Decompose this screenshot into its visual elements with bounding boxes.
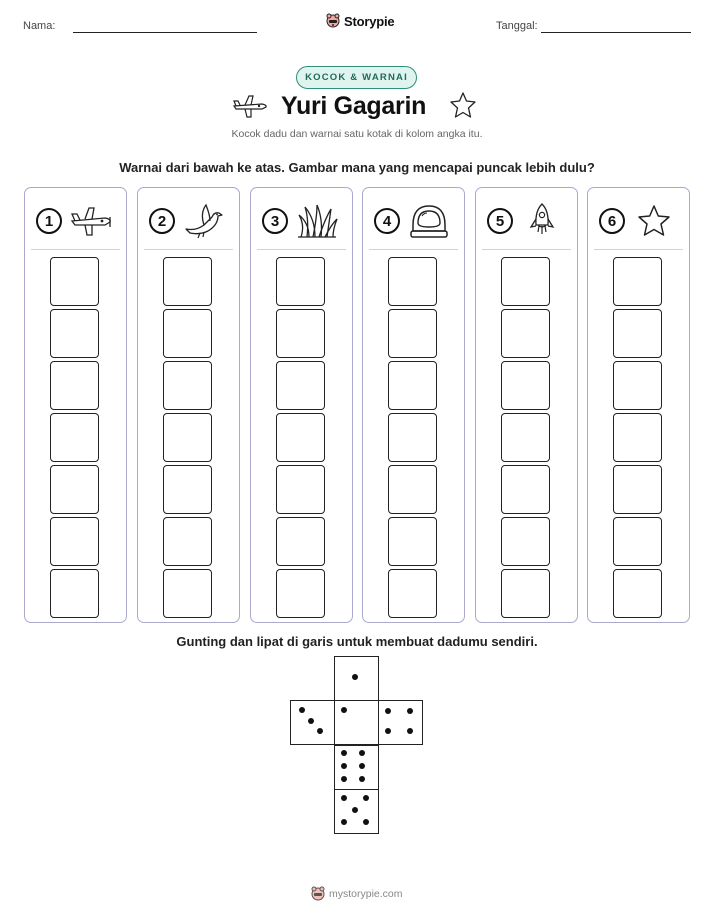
column-header: [487, 203, 569, 239]
column-number: 2: [149, 208, 175, 234]
column-divider: [257, 249, 346, 250]
die-pip: [299, 707, 305, 713]
die-pip: [363, 819, 369, 825]
name-line: [73, 32, 257, 33]
die-pip: [363, 795, 369, 801]
color-box[interactable]: [163, 361, 212, 410]
die-pip: [359, 776, 365, 782]
column-header: [374, 203, 456, 239]
column-number: 1: [36, 208, 62, 234]
color-box[interactable]: [501, 309, 550, 358]
dice-column-2: [137, 187, 240, 623]
color-box[interactable]: [501, 361, 550, 410]
star-icon: [448, 91, 478, 119]
color-box[interactable]: [163, 569, 212, 618]
page-title: Yuri Gagarin: [281, 92, 427, 120]
color-box[interactable]: [163, 309, 212, 358]
color-box[interactable]: [163, 257, 212, 306]
column-number: 4: [374, 208, 400, 234]
color-box[interactable]: [388, 413, 437, 462]
color-box[interactable]: [50, 309, 99, 358]
color-box[interactable]: [276, 569, 325, 618]
color-box[interactable]: [613, 309, 662, 358]
color-box[interactable]: [50, 413, 99, 462]
color-box[interactable]: [163, 413, 212, 462]
color-box[interactable]: [163, 517, 212, 566]
bird-icon: [182, 203, 226, 244]
die-pip: [341, 707, 347, 713]
column-header: [262, 203, 344, 239]
color-box[interactable]: [613, 569, 662, 618]
die-pip: [352, 674, 358, 680]
die-pip: [341, 795, 347, 801]
die-pip: [341, 819, 347, 825]
color-box[interactable]: [50, 361, 99, 410]
color-box[interactable]: [388, 517, 437, 566]
die-pip: [341, 763, 347, 769]
die-face-one: [334, 656, 379, 701]
color-box[interactable]: [50, 257, 99, 306]
color-box[interactable]: [613, 465, 662, 514]
die-pip: [317, 728, 323, 734]
column-divider: [369, 249, 458, 250]
storypie-mascot-icon: [326, 13, 340, 29]
color-box[interactable]: [276, 465, 325, 514]
color-box[interactable]: [388, 569, 437, 618]
brand-name: Storypie: [344, 13, 395, 29]
die-pip: [341, 750, 347, 756]
dice-column-6: [587, 187, 690, 623]
column-number: 3: [262, 208, 288, 234]
die-pip: [385, 728, 391, 734]
color-box[interactable]: [50, 517, 99, 566]
column-divider: [482, 249, 571, 250]
die-pip: [308, 718, 314, 724]
grass-icon: [295, 203, 339, 244]
die-pip: [341, 776, 347, 782]
footer: [311, 886, 403, 902]
column-header: [36, 203, 118, 239]
die-pip: [352, 807, 358, 813]
color-box[interactable]: [50, 569, 99, 618]
subtitle: Kocok dadu dan warnai satu kotak di kolom angka itu.: [231, 128, 483, 140]
color-box[interactable]: [613, 257, 662, 306]
color-box[interactable]: [163, 465, 212, 514]
column-number: 6: [599, 208, 625, 234]
die-pip: [407, 708, 413, 714]
coloring-instruction: Warnai dari bawah ke atas. Gambar mana yang mencapai puncak lebih dulu?: [119, 160, 595, 175]
color-box[interactable]: [501, 465, 550, 514]
color-box[interactable]: [613, 413, 662, 462]
activity-type-badge: KOCOK & WARNAI: [296, 66, 417, 89]
astronaut-helmet-icon: [407, 203, 451, 244]
airplane-icon: [232, 94, 268, 120]
column-divider: [31, 249, 120, 250]
footer-url: mystorypie.com: [329, 888, 403, 900]
cutout-instruction: Gunting dan lipat di garis untuk membuat dadumu sendiri.: [176, 634, 538, 649]
color-box[interactable]: [388, 309, 437, 358]
die-face-six: [334, 745, 379, 790]
dice-column-4: [362, 187, 465, 623]
color-box[interactable]: [613, 361, 662, 410]
die-face-center: [334, 700, 379, 745]
storypie-mascot-icon: [311, 886, 325, 902]
column-divider: [144, 249, 233, 250]
die-pip: [359, 750, 365, 756]
star-icon: [632, 203, 676, 244]
die-pip: [385, 708, 391, 714]
color-box[interactable]: [501, 257, 550, 306]
date-line: [541, 32, 691, 33]
color-box[interactable]: [276, 413, 325, 462]
dice-column-3: [250, 187, 353, 623]
color-box[interactable]: [613, 517, 662, 566]
color-box[interactable]: [276, 361, 325, 410]
die-face-five: [334, 789, 379, 834]
color-box[interactable]: [276, 517, 325, 566]
color-box[interactable]: [501, 413, 550, 462]
rocket-icon: [520, 203, 564, 244]
airplane-icon: [69, 203, 113, 244]
name-label: Nama:: [23, 20, 56, 32]
column-number: 5: [487, 208, 513, 234]
color-box[interactable]: [501, 517, 550, 566]
die-face-four: [378, 700, 423, 745]
color-box[interactable]: [501, 569, 550, 618]
die-pip: [407, 728, 413, 734]
column-header: [599, 203, 681, 239]
die-pip: [359, 763, 365, 769]
die-face-three: [290, 700, 335, 745]
color-box[interactable]: [388, 465, 437, 514]
column-divider: [594, 249, 683, 250]
color-box[interactable]: [388, 257, 437, 306]
color-box[interactable]: [50, 465, 99, 514]
dice-column-1: [24, 187, 127, 623]
date-label: Tanggal:: [496, 20, 538, 32]
column-header: [149, 203, 231, 239]
color-box[interactable]: [388, 361, 437, 410]
brand-logo: [326, 13, 394, 29]
color-box[interactable]: [276, 309, 325, 358]
color-box[interactable]: [276, 257, 325, 306]
dice-column-5: [475, 187, 578, 623]
